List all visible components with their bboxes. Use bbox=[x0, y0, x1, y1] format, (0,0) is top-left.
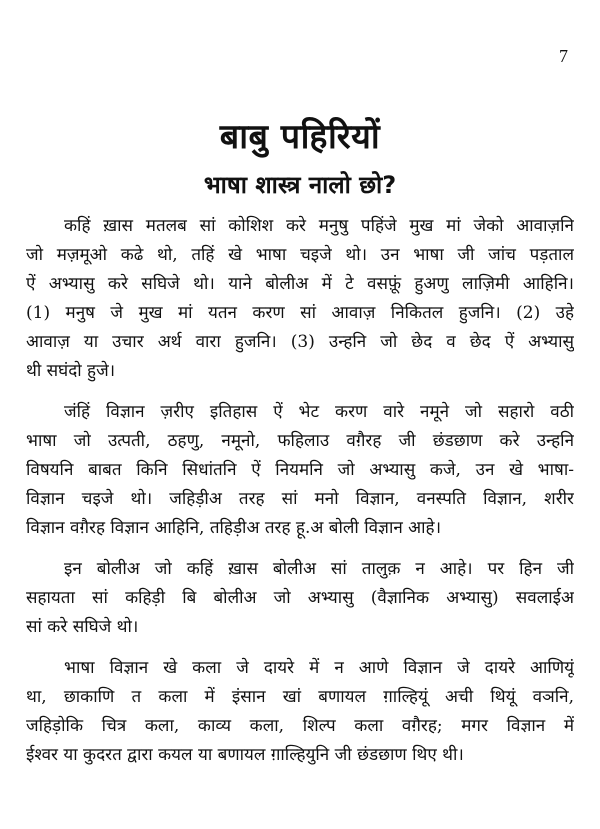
text-line: (1) मनुष जे मुख मां यतन करण सां आवाज़ निकितल हुजनि। (2) उहे bbox=[26, 303, 574, 323]
page-subtitle: भाषा शास्त्र नालो छो? bbox=[203, 171, 397, 199]
text-line: विज्ञान वग़ैरह विज्ञान आहिनि, तहिड़ीअ तरह हू.अ बोली विज्ञान आहे। bbox=[26, 518, 442, 538]
text-line: आवाज़ या उचार अर्थ वारा हुजनि। (3) उन्हनि जो छेद व छेद ऐं अभ्यासु bbox=[26, 332, 574, 352]
text-line: सहायता सां कहिड़ी बि बोलीअ जो अभ्यासु (वैज्ञानिक अभ्यासु) सवलाईअ bbox=[26, 588, 574, 608]
body-text bbox=[26, 212, 574, 782]
text-line: था, छाकाणि त कला में इंसान खां बणायल ग़ाल्हियूं अची थियूं वञनि, bbox=[26, 687, 574, 707]
text-line: थी सघंदो हुजे। bbox=[26, 361, 116, 381]
text-line: जो मज़मूओ कढे थो, तहिं खे भाषा चइजे थो। उन भाषा जी जांच पड़ताल bbox=[26, 245, 574, 265]
paragraph-2 bbox=[26, 398, 574, 543]
text-line: ईश्वर या कुदरत द्वारा कयल या बणायल ग़ाल्हियुनि जी छंडछाण थिए थी। bbox=[26, 745, 464, 765]
paragraph-3 bbox=[26, 555, 574, 642]
page-number: 7 bbox=[559, 46, 568, 66]
page-title: बाबु पहिरियों bbox=[219, 117, 381, 157]
text-line: भाषा विज्ञान खे कला जे दायरे में न आणे विज्ञान जे दायरे आणियूं bbox=[64, 658, 574, 678]
paragraph-1 bbox=[26, 212, 574, 386]
text-line: भाषा जो उत्पती, ठहणु, नमूनो, फहिलाउ वग़ैरह जी छंडछाण करे उन्हनि bbox=[26, 431, 574, 451]
text-line: जंहिं विज्ञान ज़रीए इतिहास ऐं भेट करण वारे नमूने जो सहारो वठी bbox=[64, 402, 574, 422]
paragraph-4 bbox=[26, 654, 574, 770]
text-line: ऐं अभ्यासु करे सघिजे थो। याने बोलीअ में टे वसफ़ूं हुअणु लाज़िमी आहिनि। bbox=[26, 274, 574, 294]
text-line: जहिड़ोकि चित्र कला, काव्य कला, शिल्प कला वग़ैरह; मगर विज्ञान में bbox=[26, 716, 574, 736]
text-line: कहिं ख़ास मतलब सां कोशिश करे मनुषु पहिंजे मुख मां जेको आवाज़नि bbox=[64, 216, 574, 236]
text-line: विज्ञान चइजे थो। जहिड़ीअ तरह सां मनो विज्ञान, वनस्पति विज्ञान, शरीर bbox=[26, 489, 574, 509]
text-line: इन बोलीअ जो कहिं ख़ास बोलीअ सां तालुक़ न आहे। पर हिन जी bbox=[64, 559, 574, 579]
text-line: विषयनि बाबत किनि सिधांतनि ऐं नियमनि जो अभ्यासु कजे, उन खे भाषा- bbox=[26, 460, 574, 480]
text-line: सां करे सघिजे थो। bbox=[26, 617, 139, 637]
